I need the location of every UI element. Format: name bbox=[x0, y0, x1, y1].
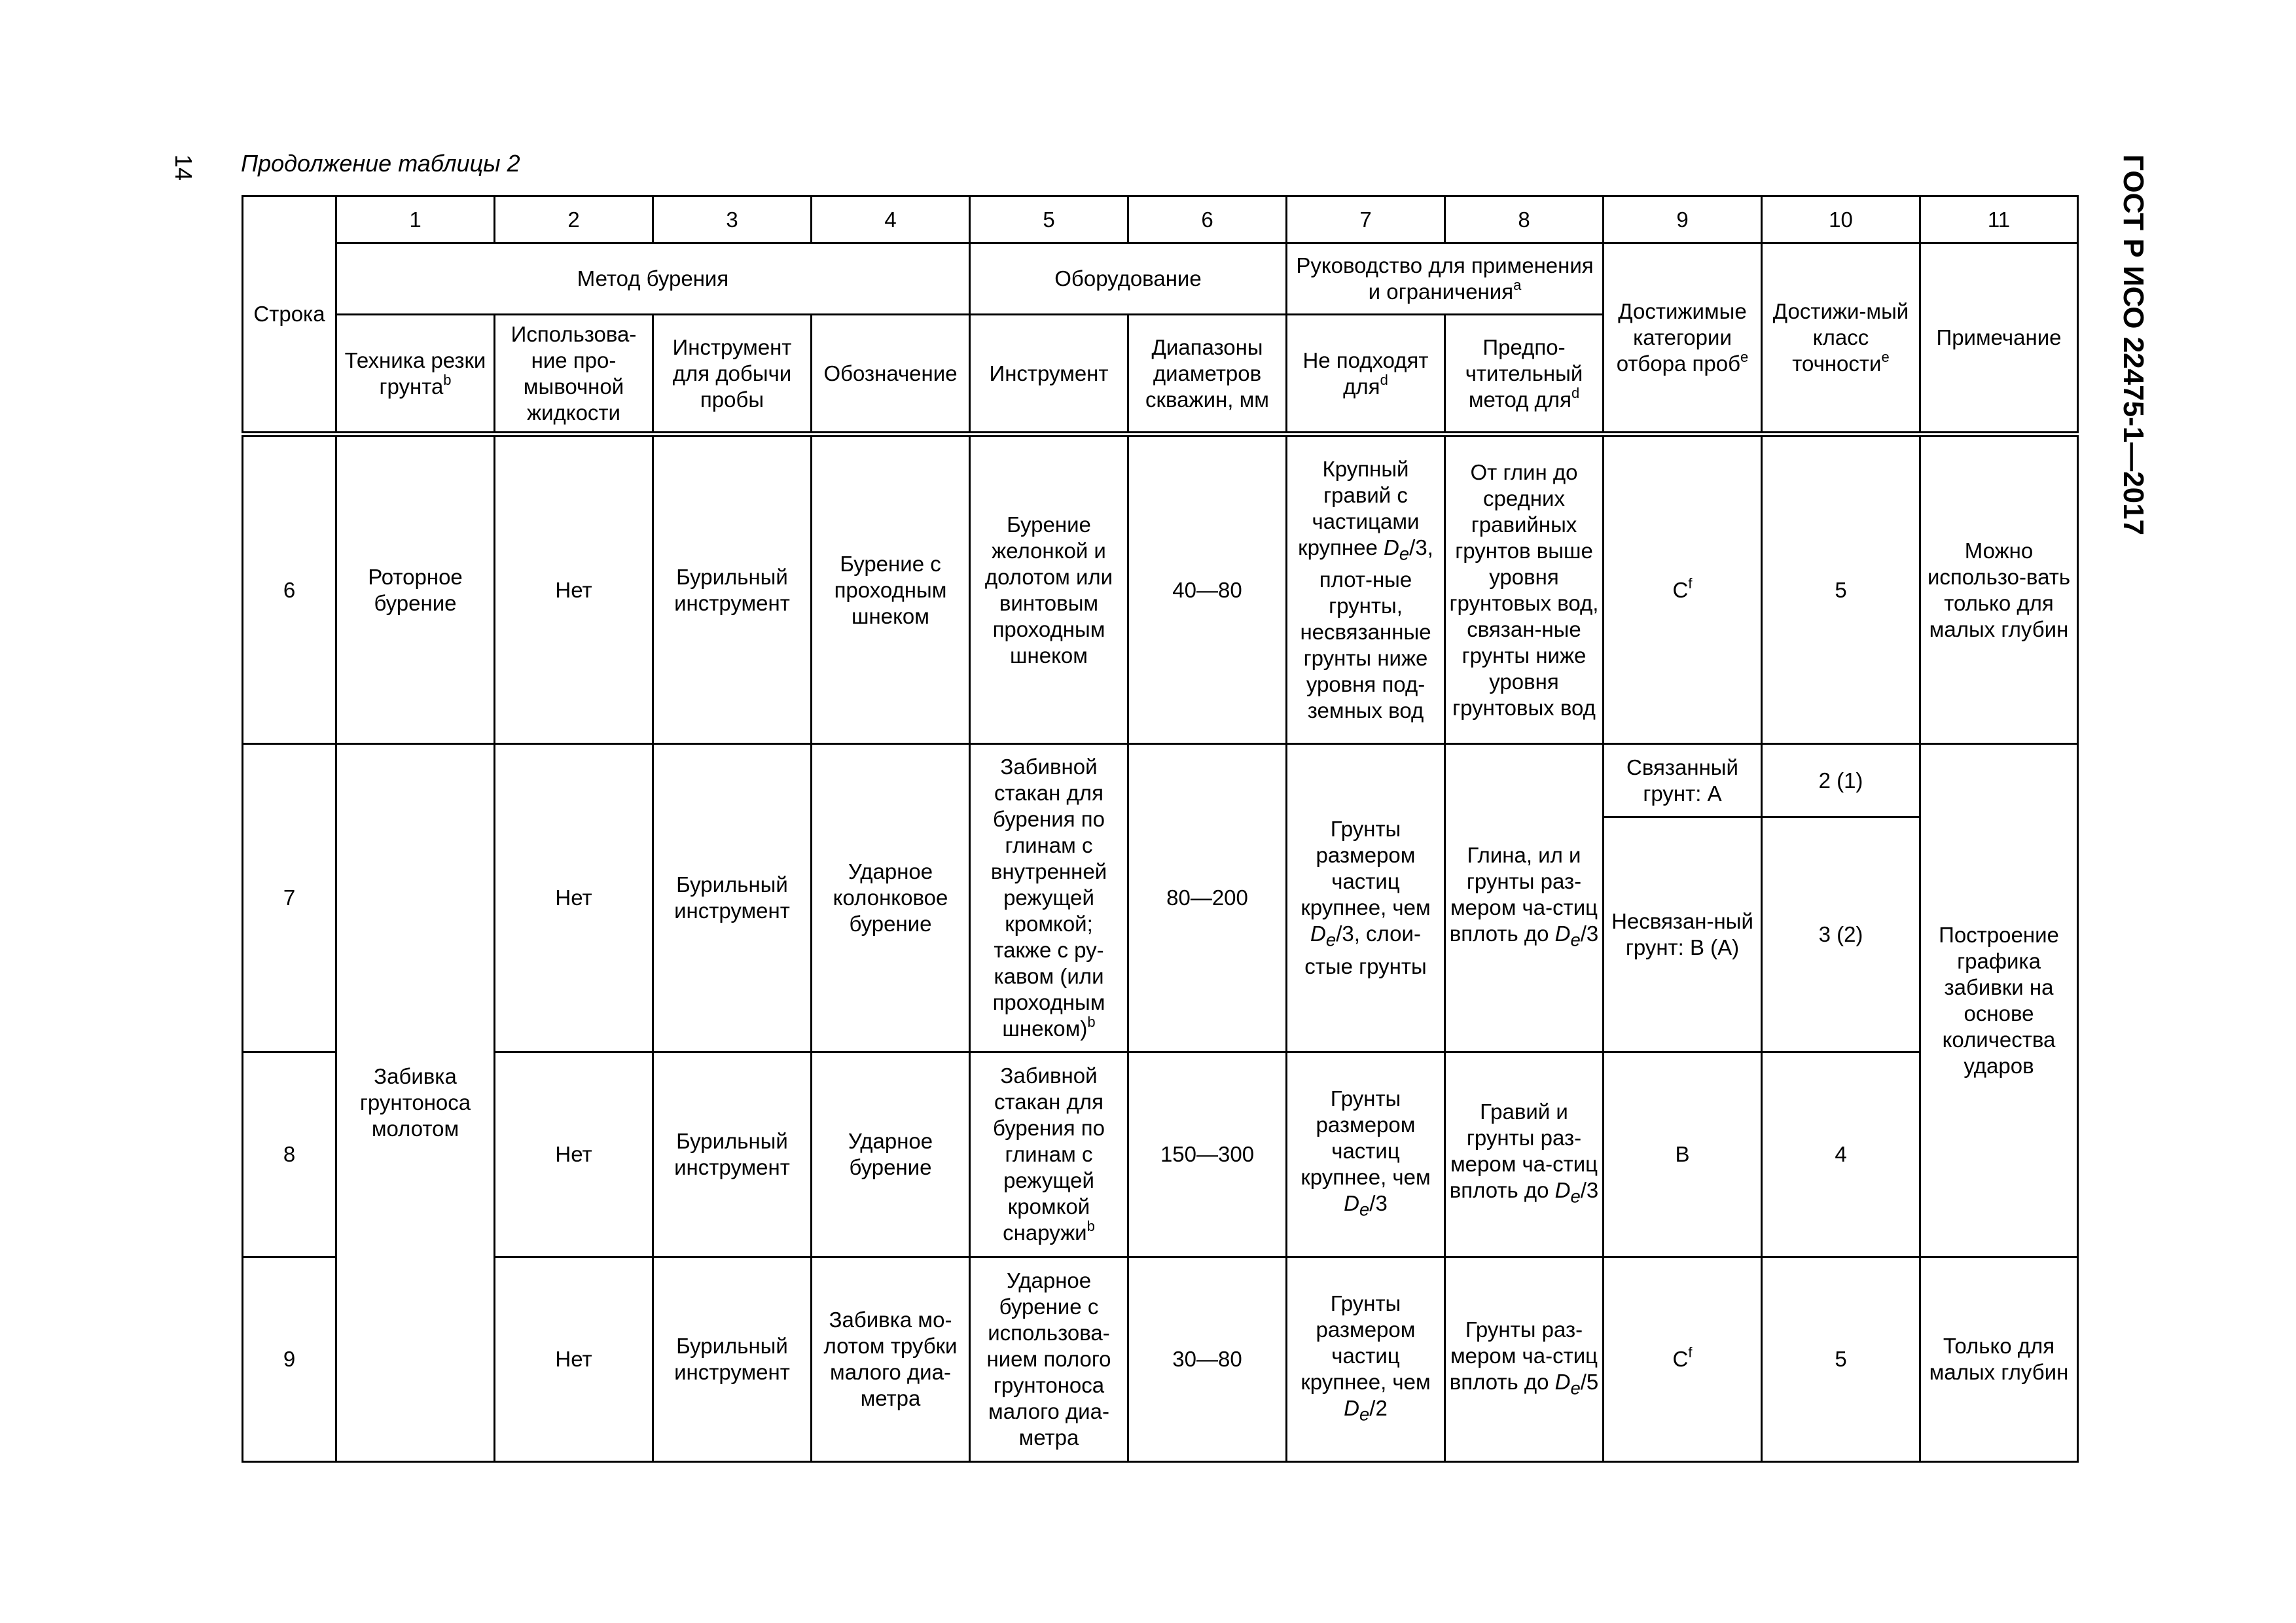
header-note: Примечание bbox=[1920, 243, 2078, 435]
col-number: 3 bbox=[653, 196, 812, 243]
category-value: C bbox=[1672, 577, 1689, 602]
symbol-d: D bbox=[1554, 1178, 1571, 1203]
footnote-mark: b bbox=[443, 371, 452, 388]
subscript-e: e bbox=[1570, 1378, 1581, 1399]
cell-category bbox=[1604, 435, 1762, 744]
col-number: 4 bbox=[812, 196, 970, 243]
cell-category: B bbox=[1604, 1052, 1762, 1257]
symbol-d: D bbox=[1554, 921, 1571, 946]
footnote-mark: e bbox=[1881, 349, 1890, 365]
cell-note: Только для малых глубин bbox=[1920, 1257, 2078, 1462]
cell-tool: Ударное бурение с использова-нием полого грунтоноса малого диа-метра bbox=[970, 1257, 1128, 1462]
table-row bbox=[243, 1052, 2078, 1257]
cell-designation: Ударное колонковое бурение bbox=[812, 744, 970, 1052]
text-part: /3 bbox=[1580, 1178, 1599, 1203]
symbol-d: D bbox=[1310, 921, 1326, 946]
cell-quality: 5 bbox=[1762, 435, 1920, 744]
header-designation: Обозначение bbox=[812, 315, 970, 435]
cell-designation: Забивка мо-лотом трубки малого диа-метра bbox=[812, 1257, 970, 1462]
cell-quality-noncohesive: 3 (2) bbox=[1762, 817, 1920, 1052]
cell-quality-cohesive: 2 (1) bbox=[1762, 744, 1920, 817]
text-part: /3, плот-ные грунты, несвязанные грунты ниже уровня под-земных вод bbox=[1300, 535, 1433, 723]
header-soil-cutting-text: Техника резки грунта bbox=[344, 348, 486, 399]
footnote-mark: d bbox=[1380, 371, 1388, 388]
footnote-mark: b bbox=[1086, 1218, 1095, 1234]
cell-diameter: 150—300 bbox=[1128, 1052, 1287, 1257]
header-soil-cutting bbox=[336, 315, 495, 435]
document-code: ГОСТ Р ИСО 22475-1—2017 bbox=[2117, 154, 2149, 536]
cell-designation: Бурение с проходным шнеком bbox=[812, 435, 970, 744]
text-part: /3 bbox=[1580, 921, 1599, 946]
col-number: 6 bbox=[1128, 196, 1287, 243]
footnote-mark: a bbox=[1513, 277, 1522, 293]
symbol-d: D bbox=[1344, 1396, 1359, 1421]
text-part: /3, слои-стые грунты bbox=[1304, 921, 1427, 978]
header-preferred-text: Предпо-чтительный метод для bbox=[1465, 334, 1583, 412]
cell-note: Построение графика забивки на основе количества ударов bbox=[1920, 744, 2078, 1257]
cell-preferred bbox=[1445, 1052, 1604, 1257]
header-quality-class bbox=[1762, 243, 1920, 435]
subscript-e: e bbox=[1325, 929, 1336, 950]
header-quality-class-text: Достижи-мый класс точности bbox=[1772, 299, 1909, 376]
text-part: /5 bbox=[1580, 1370, 1599, 1395]
cell-quality: 4 bbox=[1762, 1052, 1920, 1257]
cell-not-suitable bbox=[1287, 435, 1445, 744]
symbol-d: D bbox=[1384, 535, 1399, 560]
col-number: 11 bbox=[1920, 196, 2078, 243]
cell-category-cohesive: Связанный грунт: А bbox=[1604, 744, 1762, 817]
footnote-mark: f bbox=[1688, 575, 1693, 592]
col-number: 1 bbox=[336, 196, 495, 243]
header-drilling-method: Метод бурения bbox=[336, 243, 970, 315]
header-groups-row bbox=[243, 243, 2078, 315]
cell-flushing: Нет bbox=[495, 1257, 653, 1462]
cell-not-suitable bbox=[1287, 1257, 1445, 1462]
table-continuation-label: Продолжение таблицы 2 bbox=[241, 150, 520, 177]
col-number: 2 bbox=[495, 196, 653, 243]
col-number: 8 bbox=[1445, 196, 1604, 243]
header-flushing: Использова-ние про-мывочной жидкости bbox=[495, 315, 653, 435]
cell-not-suitable bbox=[1287, 744, 1445, 1052]
subscript-e: e bbox=[1359, 1199, 1370, 1220]
symbol-d: D bbox=[1344, 1191, 1359, 1216]
header-not-suitable bbox=[1287, 315, 1445, 435]
footnote-mark: d bbox=[1571, 384, 1580, 401]
row-number: 6 bbox=[243, 435, 336, 744]
cell-designation: Ударное бурение bbox=[812, 1052, 970, 1257]
header-preferred bbox=[1445, 315, 1604, 435]
cell-sampling-tool: Бурильный инструмент bbox=[653, 1257, 812, 1462]
footnote-mark: f bbox=[1688, 1344, 1693, 1361]
col-number: 9 bbox=[1604, 196, 1762, 243]
page-number: 14 bbox=[170, 154, 197, 181]
text-part: Глина, ил и грунты раз-мером ча-стиц вплоть до bbox=[1449, 843, 1598, 946]
subscript-e: e bbox=[1570, 1186, 1581, 1207]
subscript-e: e bbox=[1359, 1404, 1370, 1425]
cell-note: Можно использо-вать только для малых глубин bbox=[1920, 435, 2078, 744]
cell-sampling-tool: Бурильный инструмент bbox=[653, 435, 812, 744]
cell-diameter: 30—80 bbox=[1128, 1257, 1287, 1462]
cell-sampling-tool: Бурильный инструмент bbox=[653, 744, 812, 1052]
text-part: Забивной стакан для бурения по глинам с режущей кромкой снаружи bbox=[993, 1063, 1105, 1245]
text-part: /2 bbox=[1369, 1396, 1388, 1421]
cell-soil-cutting: Роторное бурение bbox=[336, 435, 495, 744]
table-row bbox=[243, 744, 2078, 817]
col-number: 5 bbox=[970, 196, 1128, 243]
header-diameter-range: Диапазоны диаметров скважин, мм bbox=[1128, 315, 1287, 435]
text-part: Гравий и грунты раз-мером ча-стиц вплоть до bbox=[1449, 1099, 1598, 1203]
cell-quality: 5 bbox=[1762, 1257, 1920, 1462]
header-sampling-categories-text: Достижимые категории отбора проб bbox=[1616, 299, 1747, 376]
cell-tool bbox=[970, 1052, 1128, 1257]
row-number: 8 bbox=[243, 1052, 336, 1257]
cell-preferred bbox=[1445, 744, 1604, 1052]
header-sampling-categories bbox=[1604, 243, 1762, 435]
cell-sampling-tool: Бурильный инструмент bbox=[653, 1052, 812, 1257]
cell-flushing: Нет bbox=[495, 1052, 653, 1257]
header-numbers-row bbox=[243, 196, 2078, 243]
row-label-header: Строка bbox=[243, 196, 336, 435]
cell-not-suitable bbox=[1287, 1052, 1445, 1257]
header-sampling-tool: Инструмент для добычи пробы bbox=[653, 315, 812, 435]
table-row bbox=[243, 1257, 2078, 1462]
header-guidance-text: Руководство для применения и ограничения bbox=[1296, 253, 1594, 304]
cell-diameter: 80—200 bbox=[1128, 744, 1287, 1052]
col-number: 10 bbox=[1762, 196, 1920, 243]
text-part: /3 bbox=[1369, 1191, 1388, 1216]
header-equipment: Оборудование bbox=[970, 243, 1287, 315]
main-table bbox=[242, 195, 2079, 1463]
header-tool: Инструмент bbox=[970, 315, 1128, 435]
symbol-d: D bbox=[1554, 1370, 1571, 1395]
table-row bbox=[243, 435, 2078, 744]
cell-category-noncohesive: Несвязан-ный грунт: В (А) bbox=[1604, 817, 1762, 1052]
cell-diameter: 40—80 bbox=[1128, 435, 1287, 744]
subscript-e: e bbox=[1399, 543, 1410, 564]
text-part: Грунты размером частиц крупнее, чем bbox=[1300, 1086, 1431, 1190]
text-part: Грунты раз-мером ча-стиц вплоть до bbox=[1449, 1317, 1598, 1395]
col-number: 7 bbox=[1287, 196, 1445, 243]
header-guidance bbox=[1287, 243, 1604, 315]
footnote-mark: e bbox=[1740, 349, 1749, 365]
cell-category bbox=[1604, 1257, 1762, 1462]
cell-flushing: Нет bbox=[495, 435, 653, 744]
cell-tool: Бурение желонкой и долотом или винтовым проходным шнеком bbox=[970, 435, 1128, 744]
cell-preferred: От глин до средних гравийных грунтов выше уровня грунтовых вод, связан-ные грунты ниже уровня грунтовых вод bbox=[1445, 435, 1604, 744]
cell-flushing: Нет bbox=[495, 744, 653, 1052]
text-part: Крупный гравий с частицами крупнее bbox=[1298, 456, 1420, 560]
text-part: Грунты размером частиц крупнее, чем bbox=[1300, 817, 1431, 920]
row-number: 7 bbox=[243, 744, 336, 1052]
header-not-suitable-text: Не подходят для bbox=[1302, 348, 1429, 399]
cell-soil-cutting: Забивка грунтоноса молотом bbox=[336, 744, 495, 1462]
footnote-mark: b bbox=[1087, 1014, 1096, 1030]
category-value: C bbox=[1672, 1347, 1689, 1371]
subscript-e: e bbox=[1570, 929, 1581, 950]
cell-preferred bbox=[1445, 1257, 1604, 1462]
cell-tool bbox=[970, 744, 1128, 1052]
text-part: Забивной стакан для бурения по глинам с внутренней режущей кромкой; также с ру-кавом (или проходным шнеком) bbox=[990, 755, 1107, 1041]
row-number: 9 bbox=[243, 1257, 336, 1462]
text-part: Грунты размером частиц крупнее, чем bbox=[1300, 1291, 1431, 1395]
